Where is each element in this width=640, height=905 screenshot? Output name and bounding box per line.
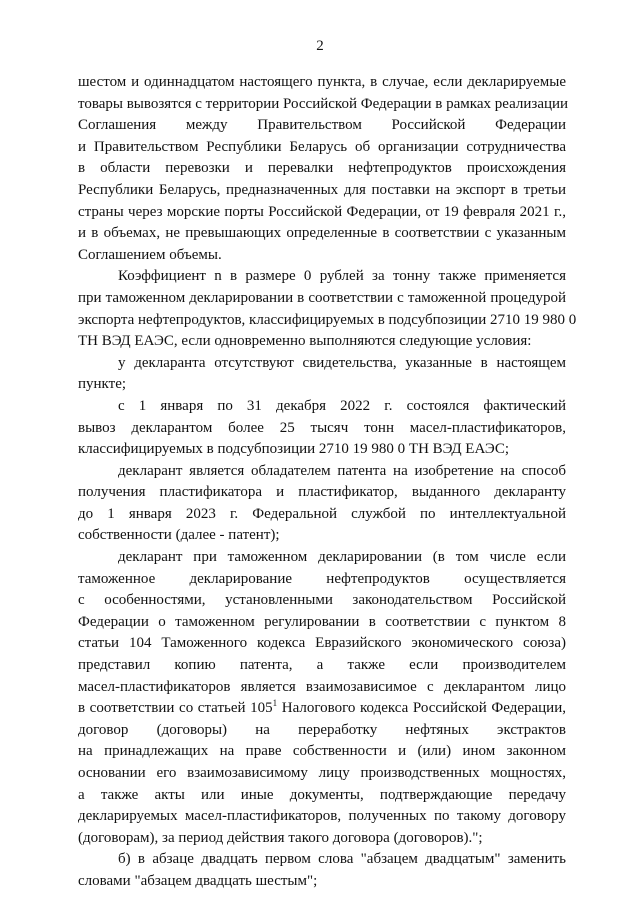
paragraph: [78, 353, 566, 396]
text-line: Соглашения между Правительством Российской Федерации: [78, 117, 566, 134]
page-number: 2: [316, 38, 324, 54]
paragraph: [78, 72, 569, 266]
text-line: масел-пластификаторов является взаимозависимое с декларантом лицо: [78, 678, 566, 695]
text-line: шестом и одиннадцатом настоящего пункта, в случае, если декларируемые: [78, 74, 566, 90]
text-line: при таможенном декларировании в соответствии с таможенной процедурой: [78, 289, 566, 306]
text-line: экспорта нефтепродуктов, классифицируемых в подсубпозиции 2710 19 980 0: [78, 311, 577, 328]
superscript-line-rest: Налогового кодекса Российской Федерации,: [277, 700, 566, 717]
text-line: Федерации о таможенном регулировании в соответствии с пунктом 8: [78, 613, 566, 630]
text-line: с 1 января по 31 декабря 2022 г. состоялся фактический: [118, 397, 566, 414]
paragraph: [78, 396, 566, 461]
superscript: 1: [272, 698, 278, 709]
text-line: получения пластификатора и пластификатор, выданного декларанту: [78, 484, 566, 501]
paragraph: [78, 461, 566, 547]
paragraph: [78, 266, 577, 352]
text-line: Соглашением объемы.: [78, 246, 222, 263]
text-line: до 1 января 2023 г. Федеральной службой по интеллектуальной: [78, 505, 566, 522]
text-line: договор (договоры) на переработку нефтяных экстрактов: [78, 721, 566, 738]
text-line: с особенностями, установленными законодательством Российской: [78, 592, 566, 609]
text-line: представил копию патента, а также если производителем: [78, 657, 566, 674]
text-line: у декларанта отсутствуют свидетельства, указанные в настоящем: [118, 354, 566, 371]
text-line: классифицируемых в подсубпозиции 2710 19 980 0 ТН ВЭД ЕАЭС;: [78, 441, 509, 458]
paragraph: [78, 849, 566, 892]
text-line: и в объемах, не превышающих определенные в соответствии с указанным: [78, 225, 566, 242]
text-line: основании его взаимозависимому лицу производственных мощностях,: [78, 765, 566, 781]
text-line: статьи 104 Таможенного кодекса Евразийского экономического союза): [78, 635, 566, 652]
text-line: вывоз декларантом более 25 тысяч тонн масел-пластификаторов,: [78, 419, 566, 436]
text-line: в области перевозки и перевалки нефтепродуктов происхождения: [78, 160, 566, 177]
text-line: и Правительством Республики Беларусь об организации сотрудничества: [78, 138, 566, 155]
text-line: пункте;: [78, 376, 127, 393]
text-line: (договорам), за период действия такого договора (договоров).";: [78, 829, 483, 846]
text-line: товары вывозятся с территории Российской Федерации в рамках реализации: [78, 95, 569, 112]
text-line: словами "абзацем двадцать шестым";: [78, 872, 318, 889]
text-line: страны через морские порты Российской Федерации, от 19 февраля 2021 г.,: [78, 203, 566, 220]
text-line: а также акты или иные документы, подтверждающие передачу: [78, 786, 566, 803]
text-line: декларируемых масел-пластификаторов, полученных по такому договору: [78, 808, 566, 825]
document-body: [78, 72, 577, 893]
text-line: декларант при таможенном декларировании (в том числе если: [118, 549, 566, 566]
text-line: декларант является обладателем патента на изобретение на способ: [118, 462, 566, 479]
text-line: ТН ВЭД ЕАЭС, если одновременно выполняются следующие условия:: [78, 333, 532, 350]
text-line: в соответствии со статьей $105^1$ Налогового кодекса Российской Федерации,: [78, 698, 566, 717]
text-line: собственности (далее - патент);: [78, 527, 280, 544]
paragraph: [78, 547, 566, 849]
text-line: б) в абзаце двадцать первом слова "абзацем двадцатым" заменить: [118, 851, 566, 868]
text-line: Коэффициент n в размере 0 рублей за тонну также применяется: [118, 268, 566, 285]
text-line: Республики Беларусь, предназначенных для поставки на экспорт в третьи: [78, 181, 566, 198]
text-line: таможенное декларирование нефтепродуктов осуществляется: [78, 570, 566, 587]
text-line: на принадлежащих на праве собственности и (или) ином законном: [78, 743, 566, 760]
